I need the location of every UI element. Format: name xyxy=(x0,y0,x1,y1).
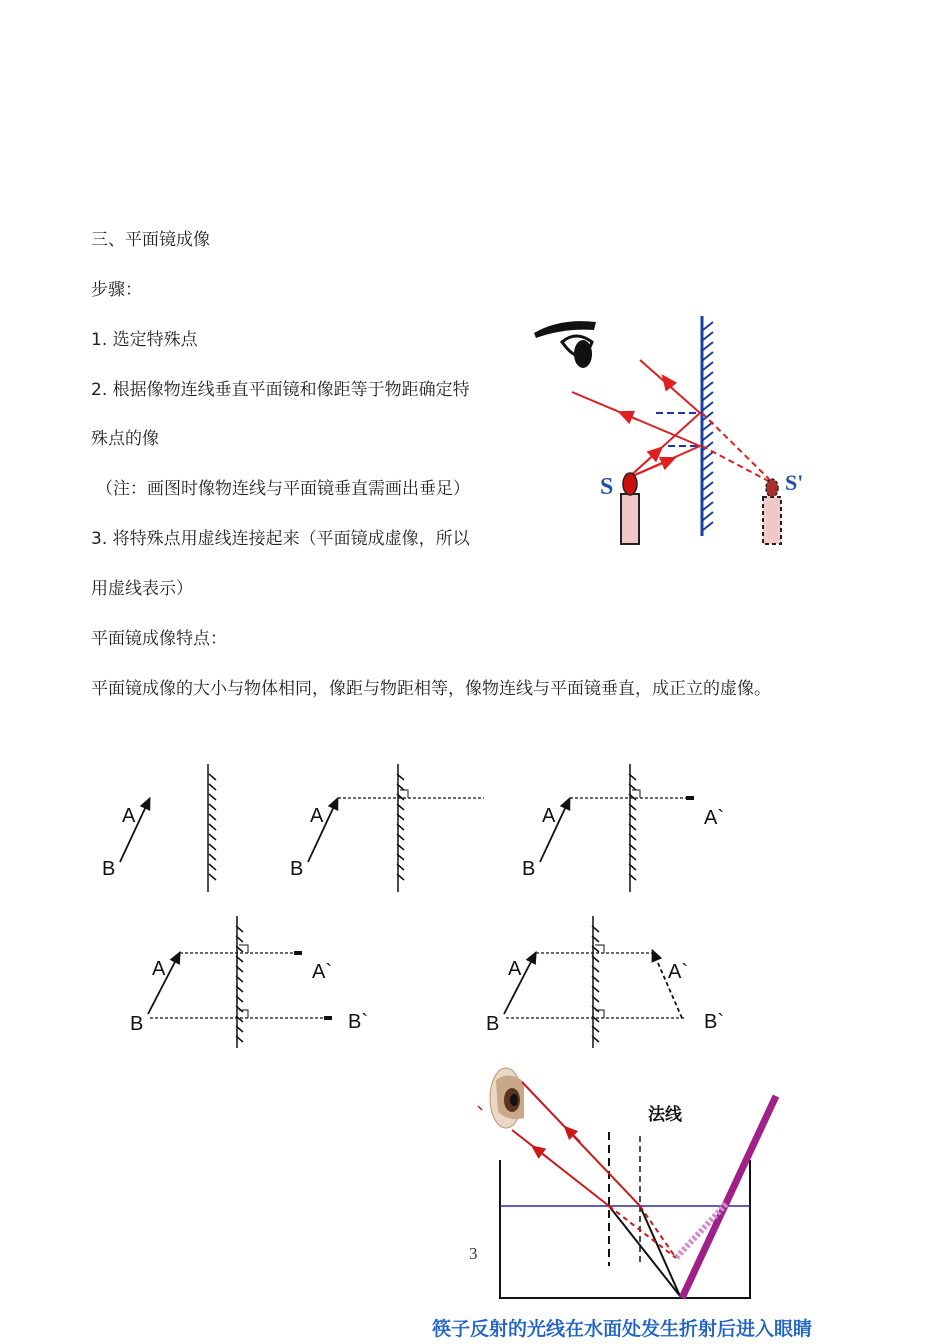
step-1: 1. 选定特殊点 xyxy=(91,330,198,350)
page-number: 3 xyxy=(469,1244,478,1263)
step-2: 2. 根据像物连线垂直平面镜和像距等于物距确定特 xyxy=(91,380,470,400)
label-b: B xyxy=(486,1013,500,1035)
ab-diagram-step3 xyxy=(520,760,730,900)
label-a-image: A` xyxy=(312,961,332,983)
features-text: 平面镜成像的大小与物体相同，像距与物距相等，像物连线与平面镜垂直，成正立的虚像。 xyxy=(91,679,771,699)
step-3: 3. 将特殊点用虚线连接起来（平面镜成虚像，所以 xyxy=(91,529,470,549)
ab-diagram-step1 xyxy=(100,760,240,900)
label-a: A xyxy=(310,805,324,827)
step-3-cont: 用虚线表示） xyxy=(91,579,193,599)
eye-icon xyxy=(534,321,596,368)
label-a: A xyxy=(152,958,166,980)
candle-object xyxy=(621,473,639,544)
label-a-image: A` xyxy=(668,961,688,983)
label-b-image: B` xyxy=(348,1011,368,1033)
label-b-image: B` xyxy=(704,1011,724,1033)
chopstick xyxy=(676,1096,776,1298)
ab-diagram-step4 xyxy=(128,912,378,1052)
label-a: A xyxy=(122,805,136,827)
section-title: 三、平面镜成像 xyxy=(91,230,210,250)
label-s: S xyxy=(600,474,614,500)
label-s-prime: S' xyxy=(785,470,804,495)
step-note: （注：画图时像物连线与平面镜垂直需画出垂足） xyxy=(96,479,470,499)
label-a: A xyxy=(508,958,522,980)
mirror xyxy=(702,316,713,536)
plane-mirror-figure xyxy=(520,300,820,560)
steps-label: 步骤： xyxy=(91,280,142,300)
label-b: B xyxy=(522,858,536,880)
eye-icon xyxy=(490,1068,524,1128)
ab-diagram-step2 xyxy=(288,760,498,900)
refraction-figure xyxy=(470,1060,790,1310)
label-a: A xyxy=(542,805,556,827)
candle-image xyxy=(763,479,781,544)
normal-label: 法线 xyxy=(648,1105,682,1125)
ab-diagram-step5 xyxy=(484,912,734,1052)
label-a-image: A` xyxy=(704,807,724,829)
label-b: B xyxy=(290,858,304,880)
step-2-cont: 殊点的像 xyxy=(91,429,159,449)
label-b: B xyxy=(102,858,116,880)
label-b: B xyxy=(130,1013,144,1035)
features-label: 平面镜成像特点： xyxy=(91,629,227,649)
figure-caption: 筷子反射的光线在水面处发生折射后进入眼睛 xyxy=(432,1318,813,1340)
